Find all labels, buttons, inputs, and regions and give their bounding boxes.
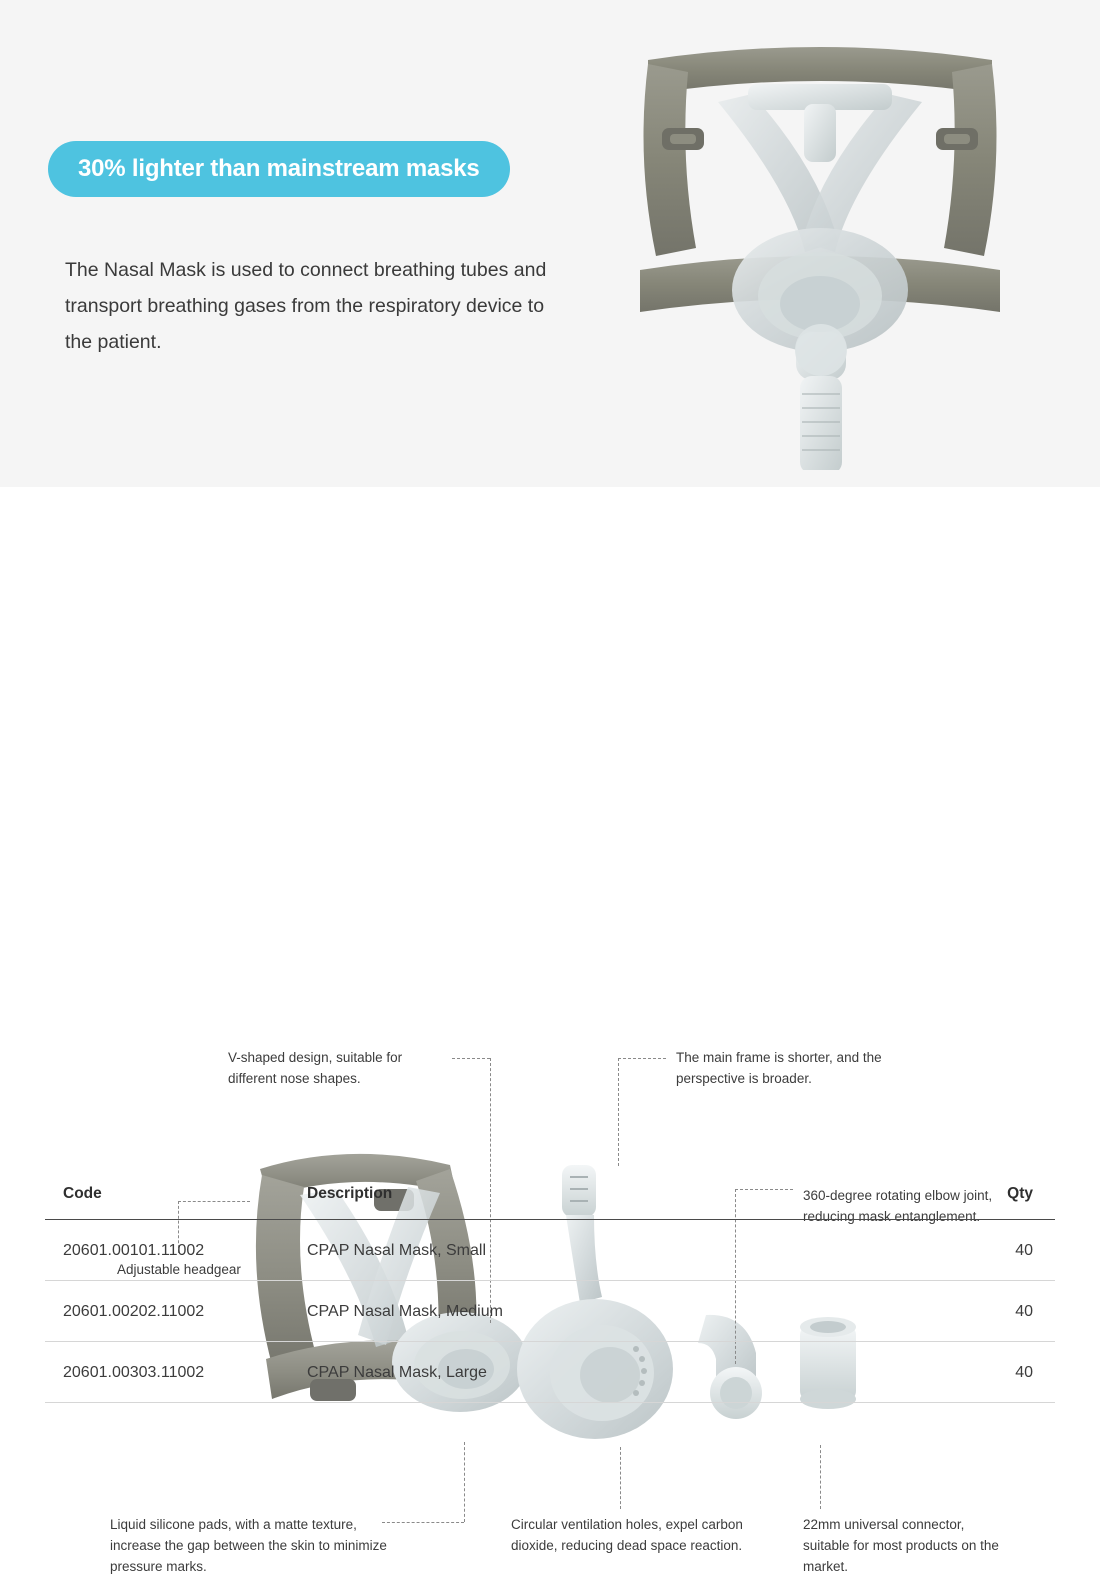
callout-elbow-joint: 360-degree rotating elbow joint, reducing mask entanglement. [803, 1188, 993, 1224]
cell-qty: 40 [890, 1281, 1055, 1342]
callout-adjustable-headgear: Adjustable headgear [117, 1262, 241, 1277]
cell-description: CPAP Nasal Mask, Small [290, 1220, 890, 1281]
leader-frame-h [618, 1058, 666, 1059]
callout-ventilation-holes: Circular ventilation holes, expel carbon dioxide, reducing dead space reaction. [511, 1517, 743, 1553]
column-header-description: Description [290, 1185, 890, 1220]
table-row [45, 1342, 1055, 1403]
leader-pads-h [382, 1522, 464, 1523]
column-header-code: Code [45, 1185, 290, 1220]
cell-qty: 40 [890, 1220, 1055, 1281]
cell-code: 20601.00303.11002 [45, 1342, 290, 1403]
leader-conn-v [820, 1445, 821, 1509]
table-row [45, 1281, 1055, 1342]
cell-code: 20601.00101.11002 [45, 1220, 290, 1281]
callout-silicone-pads: Liquid silicone pads, with a matte texture, increase the gap between the skin to minimize pressure marks. [110, 1517, 387, 1574]
callout-v-shaped-design: V-shaped design, suitable for different nose shapes. [228, 1050, 403, 1086]
callout-universal-connector: 22mm universal connector, suitable for most products on the market. [803, 1517, 999, 1574]
table-header-row [45, 1185, 1055, 1220]
cell-description: CPAP Nasal Mask, Large [290, 1342, 890, 1403]
cell-code: 20601.00202.11002 [45, 1281, 290, 1342]
hero-section [0, 0, 1100, 487]
product-spec-table [45, 1185, 1055, 1403]
hero-badge [48, 141, 510, 197]
leader-frame-v [618, 1058, 619, 1166]
nasal-mask-front-illustration [600, 20, 1040, 470]
column-header-qty: Qty [890, 1185, 1055, 1220]
hero-product-image [600, 20, 1040, 470]
callout-main-frame: The main frame is shorter, and the perspective is broader. [676, 1050, 882, 1086]
cell-description: CPAP Nasal Mask, Medium [290, 1281, 890, 1342]
leader-pads-v [464, 1442, 465, 1522]
leader-holes-v [620, 1447, 621, 1509]
hero-description: The Nasal Mask is used to connect breathing tubes and transport breathing gases from the respiratory device to the patient. [65, 258, 547, 353]
cell-qty: 40 [890, 1342, 1055, 1403]
product-spec-table-wrapper [45, 1185, 1055, 1403]
leader-vshape-h [452, 1058, 490, 1059]
table-row [45, 1220, 1055, 1281]
hero-badge-label: 30% lighter than mainstream masks [78, 155, 480, 182]
